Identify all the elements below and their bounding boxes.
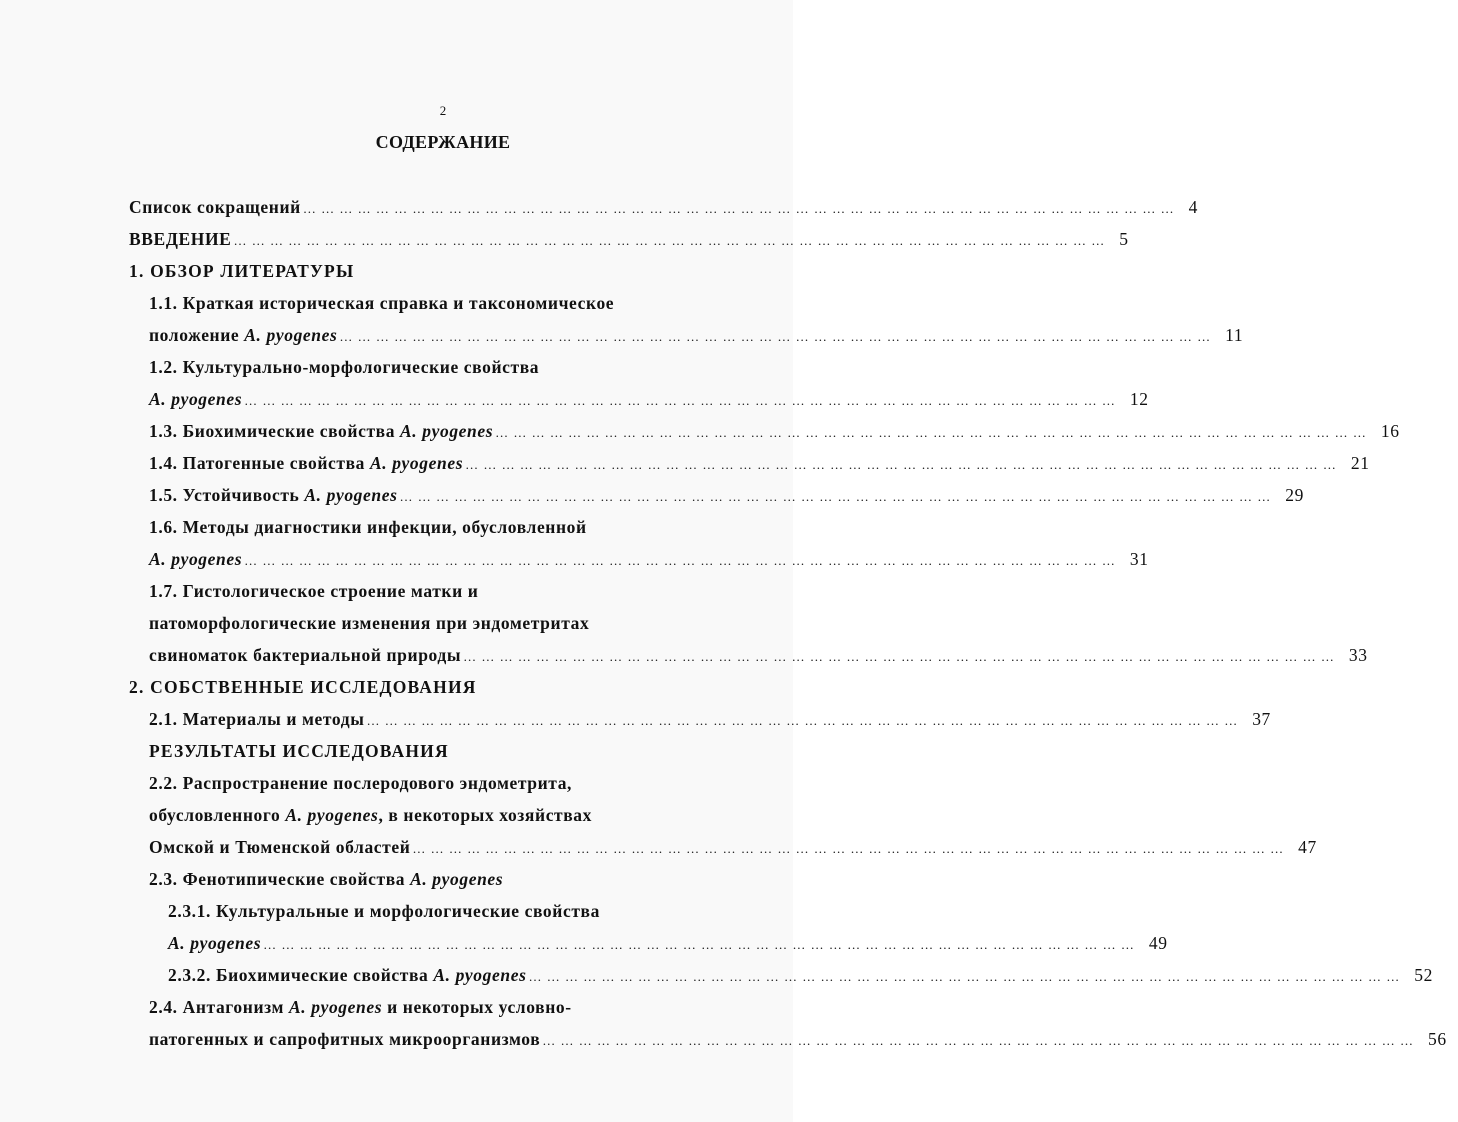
toc-leader-dots: … … … … … … … … … … … … … … … … … … … … … … … … … … … … … … … … … … … … … … … … … … … … … … … … [233, 233, 1106, 248]
toc-page-number: 52 [1414, 965, 1433, 985]
toc-entry [129, 197, 1198, 223]
toc-entry [149, 709, 1271, 735]
toc-entry-tail: , в некоторых хозяйствах [378, 805, 593, 825]
toc-page-number: 12 [1129, 389, 1149, 409]
toc-entry-text: 1.6. Методы диагностики инфекции, обусловленной [149, 517, 587, 537]
toc-leader-dots: … … … … … … … … … … … … … … … … … … … … … … … … … … … … … … … … … … … … … … … … … … … … … … … … [302, 201, 1175, 216]
toc-entry [129, 229, 1129, 255]
toc-entry-text: 1.2. Культурально-морфологические свойства [149, 357, 540, 377]
toc-entry-italic: A. pyogenes [244, 325, 338, 345]
toc-entry-text: 1.7. Гистологическое строение матки и [149, 581, 479, 601]
toc-section-heading [129, 261, 749, 287]
toc-entry [149, 453, 1370, 479]
toc-entry-text: свиноматок бактериальной природы [149, 645, 462, 665]
toc-entry-italic: A. pyogenes [149, 389, 243, 409]
toc-entry [149, 357, 749, 383]
toc-entry [149, 773, 749, 799]
toc-entry-text: 2.1. Материалы и методы [149, 709, 365, 729]
toc-page-number: 5 [1119, 229, 1129, 249]
toc-entry-italic: A. pyogenes [285, 805, 379, 825]
toc-entry-text: Список сокращений [129, 197, 301, 217]
toc-entry-text: положение [149, 325, 245, 345]
toc-page-number: 49 [1148, 933, 1168, 953]
toc-page-number: 21 [1350, 453, 1370, 473]
toc-leader-dots: … … … … … … … … … … … … … … … … … … … … … … … … … … … … … … … … … … … … … … … … … … … … … … … … [495, 425, 1367, 440]
toc-section-heading [129, 677, 749, 703]
toc-entry-text: ВВЕДЕНИЕ [129, 229, 232, 249]
toc-entry [149, 325, 1244, 351]
toc-page-number: 47 [1298, 837, 1317, 857]
toc-leader-dots: … … … … … … … … … … … … … … … … … … … … … … … … … … … … … … … … … … … … … … … … … … … … … … … … [528, 969, 1401, 984]
toc-section-heading [149, 741, 749, 767]
toc-entry [149, 581, 749, 607]
page-number: 2 [439, 103, 447, 118]
toc-entry [149, 1029, 1447, 1055]
toc-entry [168, 901, 749, 927]
toc-entry [149, 517, 749, 543]
toc-page-number: 11 [1225, 325, 1244, 345]
toc-entry-text: Омской и Тюменской областей [149, 837, 411, 857]
toc-entry-italic: A. pyogenes [433, 965, 527, 985]
toc-leader-dots: … … … … … … … … … … … … … … … … … … … … … … … … … … … … … … … … … … … … … … … … … … … … … … … … [366, 713, 1239, 728]
toc-page-number: 16 [1380, 421, 1400, 441]
toc-page-number: 37 [1252, 709, 1271, 729]
toc-entry [149, 645, 1368, 671]
toc-leader-dots: … … … … … … … … … … … … … … … … … … … … … … … … … … … … … … … … … … … … … … … … … … … … … … … … [339, 329, 1212, 344]
toc-entry-text: РЕЗУЛЬТАТЫ ИССЛЕДОВАНИЯ [149, 741, 449, 761]
toc-leader-dots: … … … … … … … … … … … … … … … … … … … … … … … … … … … … … … … … … … … … … … … … … … … … … … … … [412, 841, 1285, 856]
toc-entry-text: 1.3. Биохимические свойства [149, 421, 401, 441]
toc-leader-dots: … … … … … … … … … … … … … … … … … … … … … … … … … … … … … … … … … … … … … … … … … … … … … … … … [244, 393, 1116, 408]
toc-entry-text: 1. ОБЗОР ЛИТЕРАТУРЫ [129, 261, 355, 281]
toc-leader-dots: … … … … … … … … … … … … … … … … … … … … … … … … … … … … … … … … … … … … … … … … … … … … … … … … [399, 489, 1272, 504]
toc-entry-text: 1.5. Устойчивость [149, 485, 305, 505]
toc-page-number: 33 [1348, 645, 1368, 665]
toc-entry-italic: A. pyogenes [149, 549, 243, 569]
toc-entry-tail: и некоторых условно- [382, 997, 572, 1017]
toc-entry-text: патоморфологические изменения при эндометритах [149, 613, 590, 633]
toc-entry [149, 837, 1317, 863]
toc-entry [149, 997, 749, 1023]
toc-entry [149, 805, 749, 831]
toc-page-number: 31 [1129, 549, 1149, 569]
toc-page-number: 29 [1285, 485, 1304, 505]
toc-entry-text: обусловленного [149, 805, 286, 825]
toc-entry-text: 2.2. Распространение послеродового эндометрита, [149, 773, 573, 793]
toc-entry [149, 389, 1149, 415]
toc-entry-text: патогенных и сапрофитных микроорганизмов [149, 1029, 541, 1049]
toc-entry [149, 485, 1304, 511]
toc-entry-text: 2. СОБСТВЕННЫЕ ИССЛЕДОВАНИЯ [129, 677, 477, 697]
toc-leader-dots: … … … … … … … … … … … … … … … … … … … … … … … … … … … … … … … … … … … … … … … … … … … … … … … … [263, 937, 1135, 952]
toc-entry-italic: A. pyogenes [168, 933, 262, 953]
toc-entry-text: 2.3. Фенотипические свойства [149, 869, 411, 889]
toc-entry [168, 965, 1433, 991]
page-title: СОДЕРЖАНИЕ [375, 132, 511, 152]
toc-leader-dots: … … … … … … … … … … … … … … … … … … … … … … … … … … … … … … … … … … … … … … … … … … … … … … … … [244, 553, 1116, 568]
toc-page-number: 4 [1188, 197, 1198, 217]
toc-entry-text: 2.4. Антагонизм [149, 997, 290, 1017]
toc-entry [149, 421, 1400, 447]
toc-entry-italic: A. pyogenes [410, 869, 504, 889]
toc-entry [149, 549, 1149, 575]
toc-entry-italic: A. pyogenes [400, 421, 494, 441]
toc-entry-text: 1.4. Патогенные свойства [149, 453, 370, 473]
toc-entry-text: 2.3.1. Культуральные и морфологические свойства [168, 901, 600, 921]
toc-leader-dots: … … … … … … … … … … … … … … … … … … … … … … … … … … … … … … … … … … … … … … … … … … … … … … … … [463, 649, 1335, 664]
toc-entry-italic: A. pyogenes [289, 997, 383, 1017]
toc-entry [168, 933, 1168, 959]
toc-entry [149, 293, 749, 319]
toc-entry-text: 1.1. Краткая историческая справка и таксономическое [149, 293, 615, 313]
toc-entry-italic: A. pyogenes [304, 485, 398, 505]
toc-leader-dots: … … … … … … … … … … … … … … … … … … … … … … … … … … … … … … … … … … … … … … … … … … … … … … … … [465, 457, 1337, 472]
toc-leader-dots: … … … … … … … … … … … … … … … … … … … … … … … … … … … … … … … … … … … … … … … … … … … … … … … … [542, 1033, 1415, 1048]
toc-entry-italic: A. pyogenes [369, 453, 464, 473]
toc-page-number: 56 [1428, 1029, 1447, 1049]
toc-entry-text: 2.3.2. Биохимические свойства [168, 965, 434, 985]
toc-entry [149, 613, 749, 639]
toc-entry [149, 869, 749, 895]
